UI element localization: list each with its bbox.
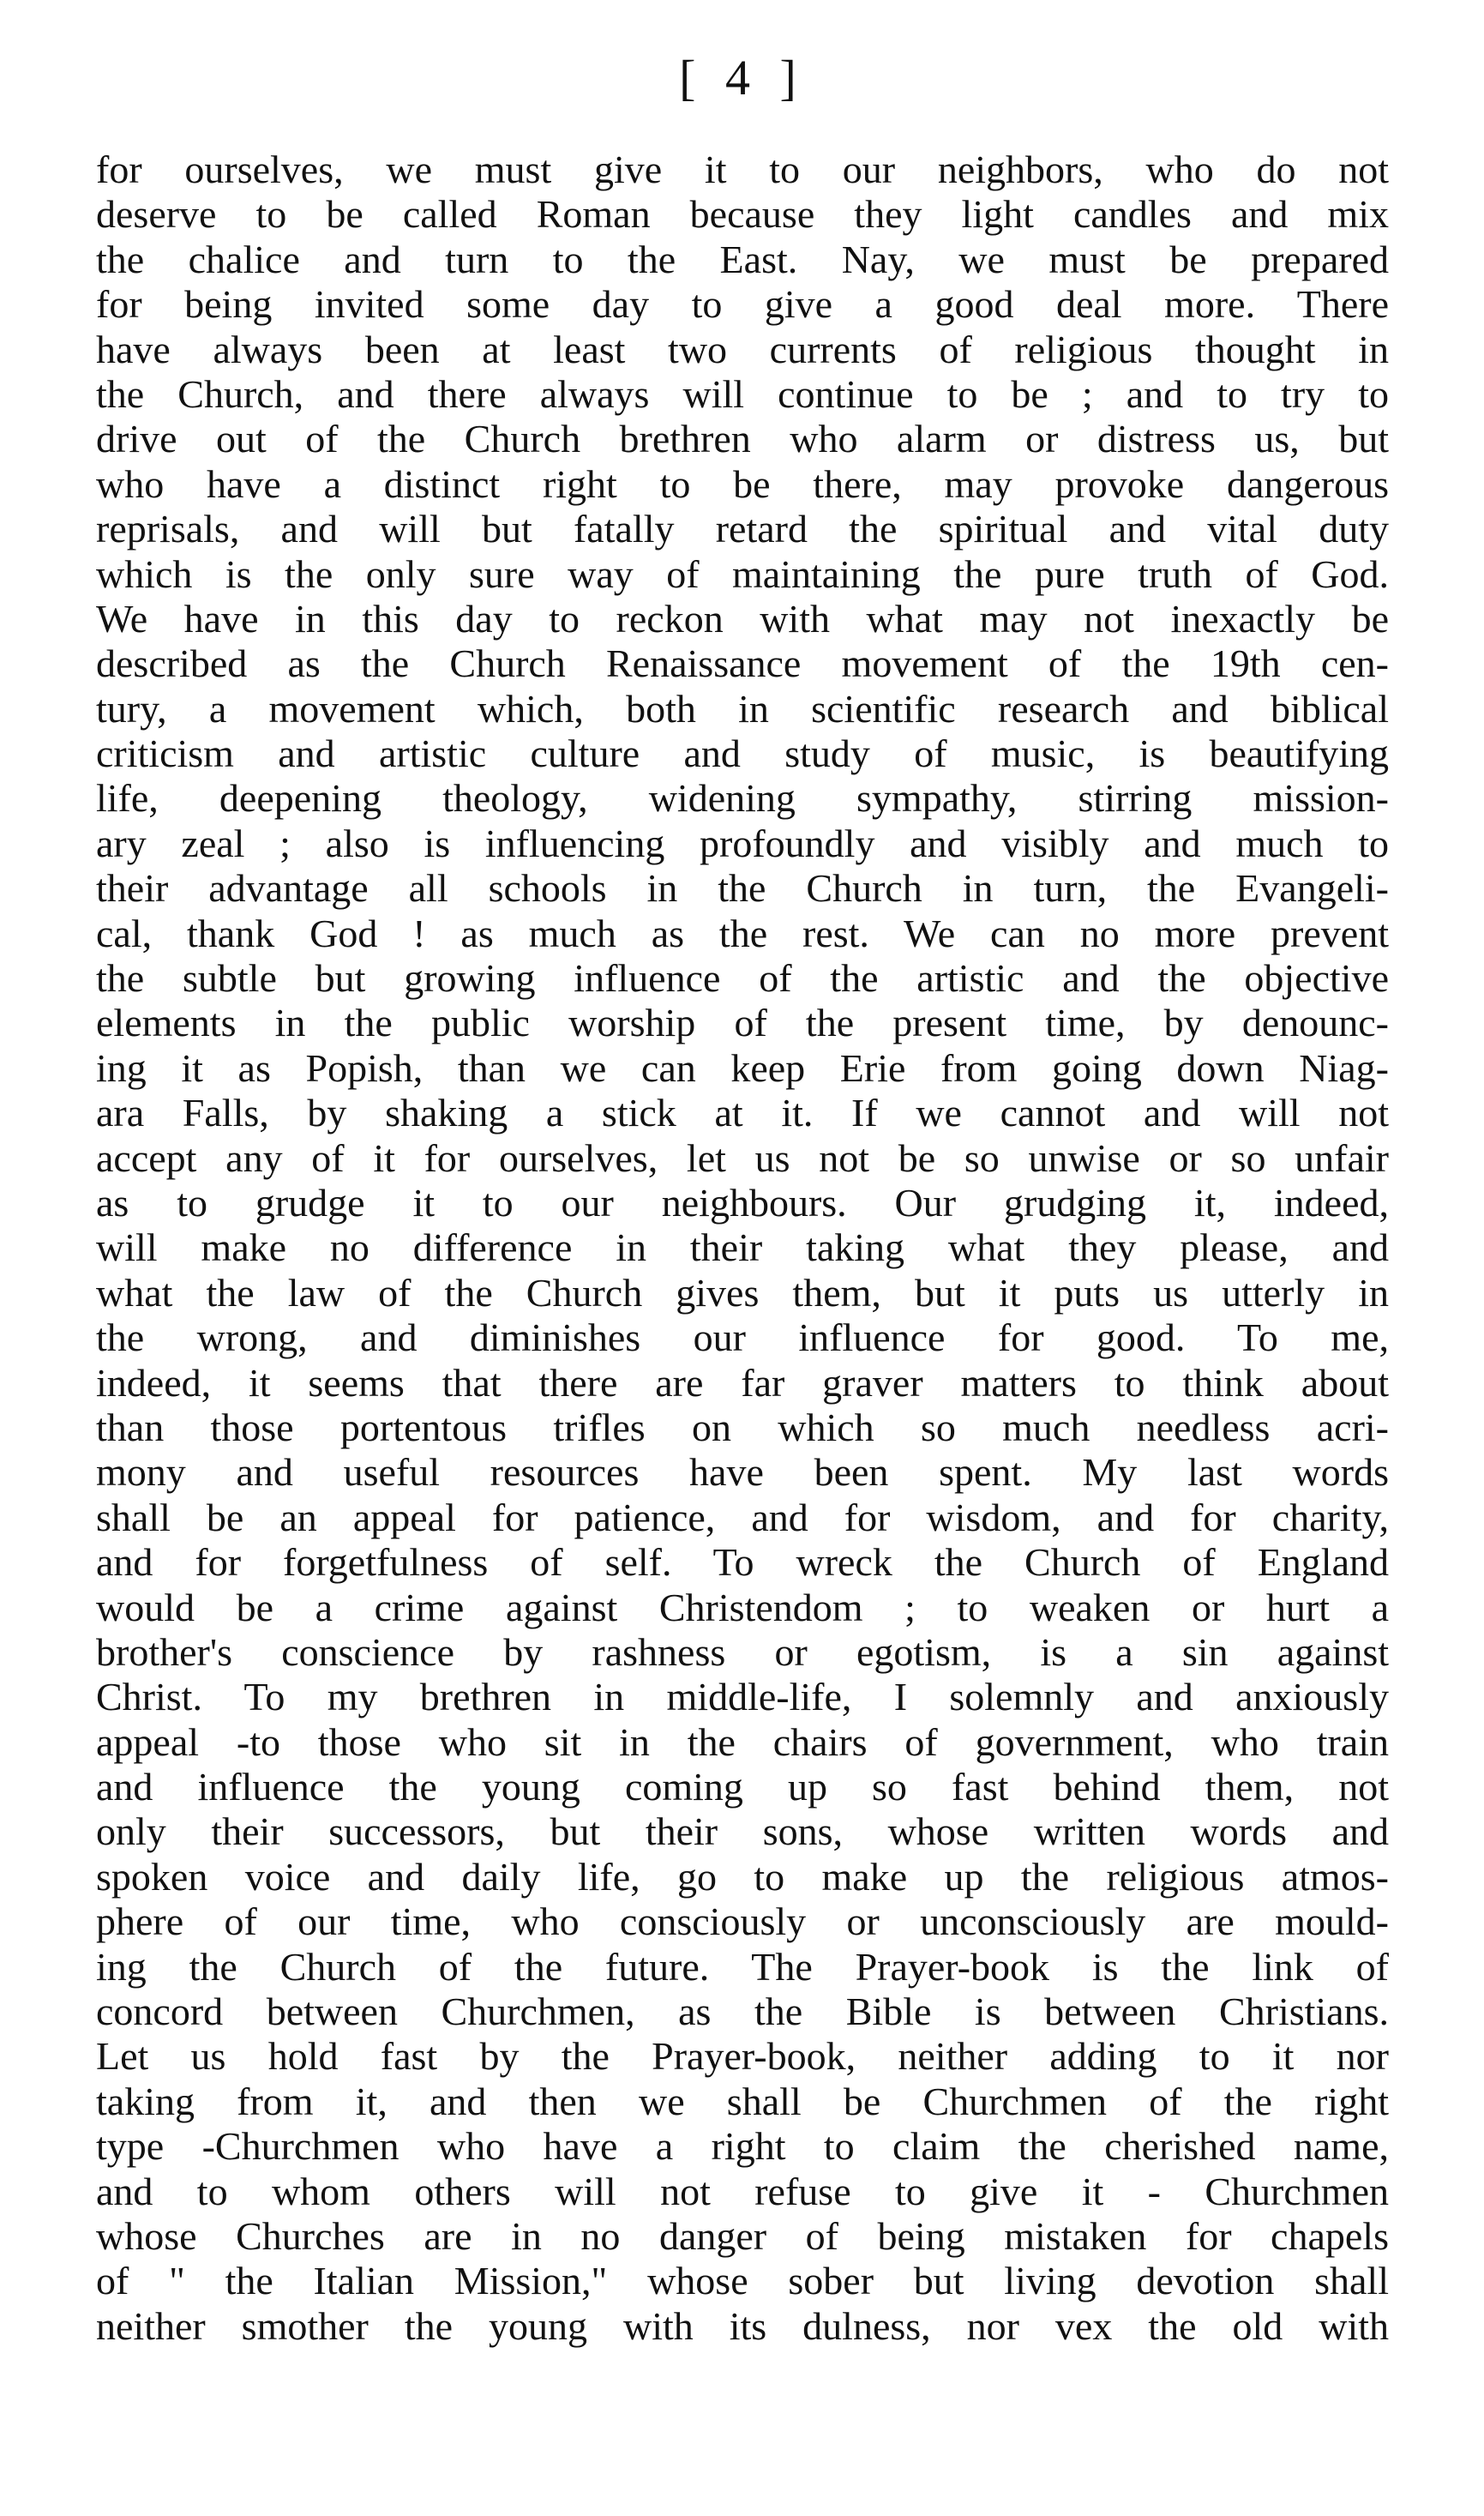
body-text — [96, 147, 1389, 2349]
text-line: ing it as Popish, than we can keep Erie from going down Niag- — [96, 1045, 1389, 1090]
text-line: brother's conscience by rashness or egotism, is a sin against — [96, 1629, 1389, 1674]
text-line: neither smother the young with its dulness, nor vex the old with — [96, 2303, 1389, 2348]
text-line: than those portentous trifles on which so much needless acri- — [96, 1405, 1389, 1449]
text-line: cal, thank God ! as much as the rest. We can no more prevent — [96, 911, 1389, 955]
text-line: only their successors, but their sons, whose written words and — [96, 1809, 1389, 1854]
text-line: accept any of it for ourselves, let us not be so unwise or so unfair — [96, 1135, 1389, 1180]
text-line: indeed, it seems that there are far graver matters to think about — [96, 1360, 1389, 1405]
text-line: the subtle but growing influence of the artistic and the objective — [96, 956, 1389, 1001]
text-line: appeal -to those who sit in the chairs of government, who train — [96, 1719, 1389, 1764]
text-line: would be a crime against Christendom ; to weaken or hurt a — [96, 1585, 1389, 1629]
text-line: taking from it, and then we shall be Churchmen of the right — [96, 2079, 1389, 2123]
text-line: the wrong, and diminishes our influence for good. To me, — [96, 1315, 1389, 1360]
text-line: tury, a movement which, both in scientific research and biblical — [96, 686, 1389, 731]
text-line: and influence the young coming up so fast behind them, not — [96, 1765, 1389, 1809]
text-line: concord between Churchmen, as the Bible is between Christians. — [96, 1989, 1389, 2034]
text-line: have always been at least two currents of religious thought in — [96, 327, 1389, 371]
text-line: Let us hold fast by the Prayer-book, neither adding to it nor — [96, 2034, 1389, 2079]
text-line: which is the only sure way of maintaining the pure truth of God. — [96, 551, 1389, 596]
text-line: deserve to be called Roman because they light candles and mix — [96, 192, 1389, 237]
text-line: elements in the public worship of the present time, by denounc- — [96, 1001, 1389, 1045]
text-line: whose Churches are in no danger of being mistaken for chapels — [96, 2213, 1389, 2258]
text-line: reprisals, and will but fatally retard the spiritual and vital duty — [96, 507, 1389, 551]
text-line: for ourselves, we must give it to our neighbors, who do not — [96, 147, 1389, 191]
text-line: spoken voice and daily life, go to make up the religious atmos- — [96, 1854, 1389, 1899]
text-line: and for forgetfulness of self. To wreck the Church of England — [96, 1540, 1389, 1585]
text-line: drive out of the Church brethren who alarm or distress us, but — [96, 417, 1389, 461]
text-line: ing the Church of the future. The Prayer-book is the link of — [96, 1944, 1389, 1989]
text-line: ara Falls, by shaking a stick at it. If we cannot and will not — [96, 1091, 1389, 1135]
text-line: what the law of the Church gives them, but it puts us utterly in — [96, 1270, 1389, 1315]
text-line: mony and useful resources have been spent. My last words — [96, 1450, 1389, 1495]
text-line: phere of our time, who consciously or unconsciously are mould- — [96, 1899, 1389, 1944]
text-line: of " the Italian Mission," whose sober but living devotion shall — [96, 2259, 1389, 2303]
text-line: Christ. To my brethren in middle-life, I solemnly and anxiously — [96, 1675, 1389, 1719]
text-line: life, deepening theology, widening sympathy, stirring mission- — [96, 776, 1389, 821]
text-line: their advantage all schools in the Church in turn, the Evangeli- — [96, 866, 1389, 911]
text-line: the Church, and there always will continue to be ; and to try to — [96, 371, 1389, 416]
text-line: described as the Church Renaissance movement of the 19th cen- — [96, 641, 1389, 686]
text-line: criticism and artistic culture and study of music, is beautifying — [96, 731, 1389, 776]
text-line: the chalice and turn to the East. Nay, we must be prepared — [96, 237, 1389, 281]
text-line: We have in this day to reckon with what may not inexactly be — [96, 596, 1389, 641]
text-line: for being invited some day to give a good deal more. There — [96, 282, 1389, 327]
page-number: [ 4 ] — [679, 50, 805, 105]
text-line: shall be an appeal for patience, and for wisdom, and for charity, — [96, 1495, 1389, 1539]
text-line: ary zeal ; also is influencing profoundly and visibly and much to — [96, 821, 1389, 865]
text-line: who have a distinct right to be there, may provoke dangerous — [96, 461, 1389, 506]
text-line: as to grudge it to our neighbours. Our grudging it, indeed, — [96, 1180, 1389, 1225]
text-line: will make no difference in their taking what they please, and — [96, 1225, 1389, 1270]
text-line: and to whom others will not refuse to give it - Churchmen — [96, 2169, 1389, 2213]
text-line: type -Churchmen who have a right to claim the cherished name, — [96, 2124, 1389, 2169]
